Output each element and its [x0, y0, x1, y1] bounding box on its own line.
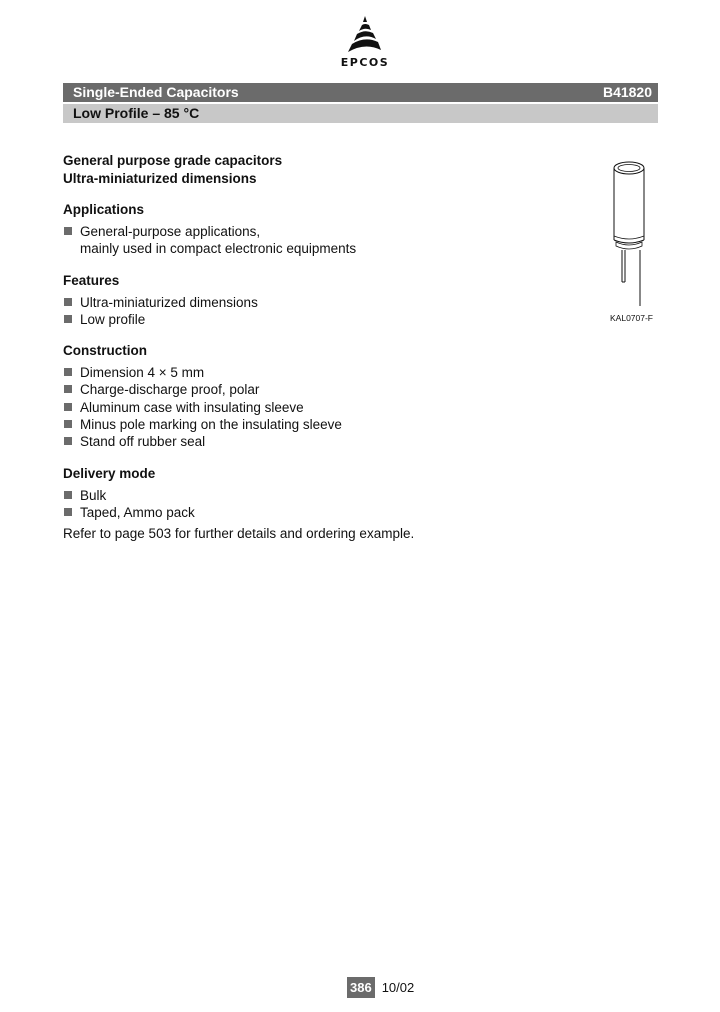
bullet-square-icon	[64, 508, 72, 516]
applications-heading: Applications	[63, 202, 145, 217]
list-item-text: Dimension 4 × 5 mm	[80, 365, 205, 381]
bullet-square-icon	[64, 227, 72, 235]
list-item	[63, 294, 583, 311]
part-number: B41820	[602, 84, 652, 100]
list-item-text: Stand off rubber seal	[80, 434, 206, 450]
list-item-text: Bulk	[80, 487, 107, 503]
bullet-square-icon	[64, 385, 72, 393]
subtitle: Low Profile – 85 °C	[73, 105, 200, 121]
list-item-text: Low profile	[80, 311, 146, 327]
list-item-text: Aluminum case with insulating sleeve	[80, 399, 304, 415]
list-item	[63, 223, 583, 258]
delivery-list	[63, 487, 583, 522]
list-item	[63, 487, 583, 504]
figure-label: KAL0707-F	[610, 313, 653, 323]
list-item-text: Taped, Ammo pack	[80, 504, 195, 520]
applications-list	[63, 223, 583, 258]
list-item	[63, 433, 583, 450]
construction-list	[63, 364, 583, 450]
epcos-triangle-logo-icon	[345, 14, 385, 54]
subheader-bar	[63, 104, 658, 123]
intro-line: General purpose grade capacitors	[63, 153, 283, 168]
list-item-text: Minus pole marking on the insulating sleeve	[80, 417, 342, 433]
delivery-note: Refer to page 503 for further details and ordering example.	[63, 526, 415, 542]
header-title: Single-Ended Capacitors	[73, 84, 239, 100]
list-item	[63, 381, 583, 398]
list-item	[63, 399, 583, 416]
page-number: 386	[347, 977, 375, 998]
epcos-logo	[330, 14, 400, 74]
bullet-square-icon	[64, 403, 72, 411]
list-item	[63, 364, 583, 381]
header-bar	[63, 83, 658, 102]
logo-text: EPCOS	[340, 56, 390, 69]
intro-line: Ultra-miniaturized dimensions	[63, 170, 257, 186]
bullet-square-icon	[64, 315, 72, 323]
bullet-square-icon	[64, 437, 72, 445]
features-list	[63, 294, 583, 329]
intro	[63, 152, 583, 187]
document-body	[63, 152, 583, 542]
delivery-heading: Delivery mode	[63, 465, 156, 481]
list-item-text: Charge-discharge proof, polar	[80, 382, 260, 398]
list-item-text: Ultra-miniaturized dimensions	[80, 294, 258, 310]
capacitor-drawing-icon	[608, 156, 658, 311]
capacitor-figure	[608, 156, 658, 331]
list-item-text: mainly used in compact electronic equipments	[80, 241, 357, 257]
list-item	[63, 416, 583, 433]
bullet-square-icon	[64, 491, 72, 499]
list-item	[63, 311, 583, 328]
bullet-square-icon	[64, 368, 72, 376]
list-item	[63, 504, 583, 521]
features-heading: Features	[63, 272, 120, 288]
bullet-square-icon	[64, 298, 72, 306]
bullet-square-icon	[64, 420, 72, 428]
issue-date: 10/02	[381, 980, 415, 995]
construction-heading: Construction	[63, 343, 147, 359]
list-item-text: General-purpose applications,	[80, 224, 261, 239]
page-footer	[347, 977, 414, 998]
